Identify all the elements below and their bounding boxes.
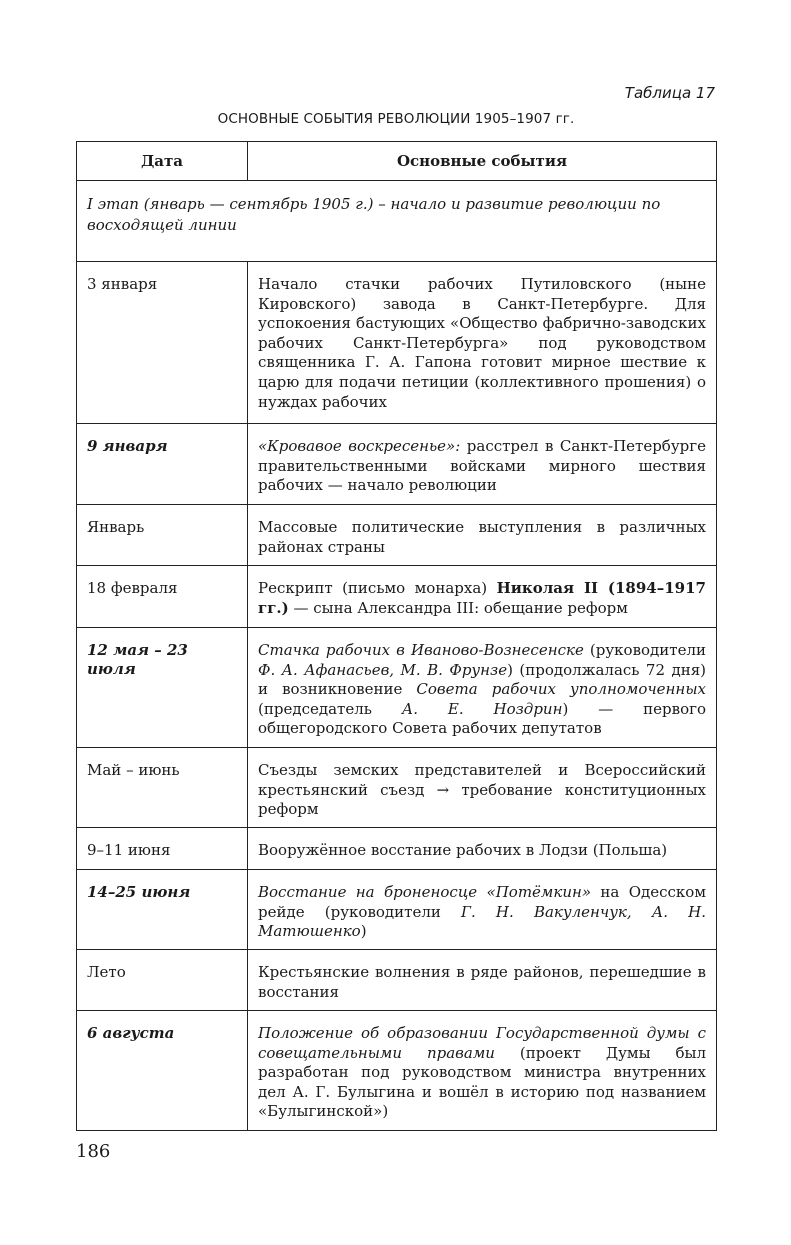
event-text: (председатель — [258, 699, 402, 718]
event-emphasis: Ф. А. Афанасьев, М. В. Фрунзе — [258, 660, 508, 679]
header-events: Основные события — [248, 142, 717, 181]
table-row — [77, 748, 717, 828]
table-row — [77, 424, 717, 505]
row-date: 3 января — [77, 262, 248, 424]
table-row — [77, 950, 717, 1011]
row-event — [248, 424, 717, 505]
event-emphasis: А. Н. Матюшенко — [258, 902, 706, 941]
page-title: ОСНОВНЫЕ СОБЫТИЯ РЕВОЛЮЦИИ 1905–1907 гг. — [217, 111, 575, 127]
table-label: Таблица 17 — [624, 84, 715, 102]
event-text: Рескрипт (письмо монарха) — [258, 579, 497, 597]
row-event: Крестьянские волнения в ряде районов, перешедшие в восстания — [248, 950, 717, 1011]
table-row — [77, 870, 717, 950]
table-row — [77, 1011, 717, 1131]
row-date: 12 мая – 23 июля — [77, 628, 248, 748]
table-row — [77, 628, 717, 748]
row-date: 9–11 июня — [77, 828, 248, 870]
row-event — [248, 566, 717, 628]
event-emphasis: Совета рабочих уполномоченных — [416, 680, 706, 699]
event-text: (проект Думы был разработан под руководством министра внутренних дел А. Г. Булыгина и вошёл в историю под названием «Булыгинской») — [258, 1043, 706, 1121]
table-row — [77, 828, 717, 870]
event-text: расстрел в Санкт-Петербурге правительственными войсками мирного шествия рабочих — начало революции — [258, 437, 706, 495]
stage-heading: I этап (январь — сентябрь 1905 г.) – начало и развитие революции по восходящей линии — [77, 181, 717, 262]
event-text: ) — первого общегородского Совета рабочих депутатов — [258, 699, 707, 738]
event-text: на Одесском рейде (руководители — [258, 883, 706, 921]
row-event — [248, 1011, 717, 1131]
event-bold: Николая II (1894–1917 гг.) — [258, 579, 706, 617]
events-table — [76, 141, 717, 1131]
event-emphasis: Положение об образовании Государственной думы с совещательными правами — [258, 1024, 706, 1062]
row-event: Съезды земских представителей и Всероссийский крестьянский съезд → требование конституционных реформ — [248, 748, 717, 828]
table-header-row — [77, 142, 717, 181]
row-event: Массовые политические выступления в различных районах страны — [248, 505, 717, 566]
row-date: 9 января — [77, 424, 248, 505]
row-date: 14–25 июня — [77, 870, 248, 950]
table-row — [77, 262, 717, 424]
row-date: Май – июнь — [77, 748, 248, 828]
row-date: 6 августа — [77, 1011, 248, 1131]
event-emphasis: А. Е. Ноздрин — [401, 699, 563, 718]
event-text: (руководители — [583, 641, 706, 659]
stage-row — [77, 181, 717, 262]
row-event — [248, 870, 717, 950]
event-emphasis: Г. Н. Вакуленчук, — [461, 902, 632, 921]
row-event — [248, 628, 717, 748]
event-emphasis: Стачка рабочих в Иваново-Вознесенске — [258, 641, 584, 659]
page-number: 186 — [76, 1141, 111, 1162]
row-event: Вооружённое восстание рабочих в Лодзи (Польша) — [248, 828, 717, 870]
table-row — [77, 505, 717, 566]
header-date: Дата — [77, 142, 248, 181]
event-emphasis: «Кровавое воскресенье»: — [258, 437, 461, 455]
row-date: Лето — [77, 950, 248, 1011]
event-text: ) — [360, 922, 367, 941]
row-date: Январь — [77, 505, 248, 566]
event-emphasis: Восстание на броненосце «Потёмкин» — [258, 883, 592, 901]
event-text: — сына Александра III: обещание реформ — [288, 598, 628, 617]
event-text: ) (продолжалась 72 дня) и возникновение — [258, 660, 707, 699]
row-event: Начало стачки рабочих Путиловского (ныне Кировского) завода в Санкт-Петербурге. Для успокоения бастующих «Общество фабрично-заводских рабочих Санкт-Петербурга» под руководством священника Г. А. Гапона готовит мирное шествие к царю для подачи петиции (коллективного прошения) о нуждах рабочих — [248, 262, 717, 424]
row-date: 18 февраля — [77, 566, 248, 628]
table-row — [77, 566, 717, 628]
